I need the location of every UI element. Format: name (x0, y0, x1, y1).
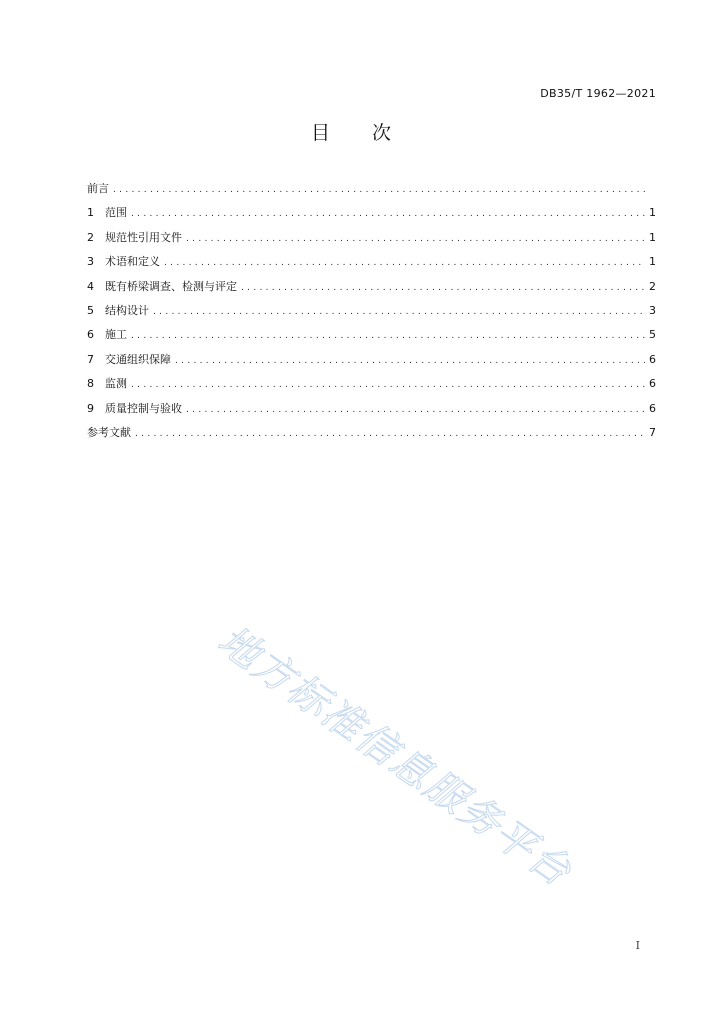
toc-entry[interactable] (87, 205, 656, 229)
toc-entry[interactable] (87, 425, 656, 449)
toc-entry-title: 交通组织保障 (105, 352, 171, 366)
toc-entry-page: 6 (649, 352, 656, 366)
toc-dot-leader (131, 377, 645, 393)
toc-entry-page: 2 (649, 279, 656, 293)
toc-dot-leader (241, 280, 645, 296)
toc-entry-number: 8 (87, 377, 94, 391)
toc-entry-page: 1 (649, 206, 656, 220)
toc-entry-title: 施工 (105, 328, 127, 342)
toc-entry-title: 结构设计 (105, 303, 149, 317)
page-title: 目次 (310, 122, 433, 144)
toc-entry-title: 前言 (87, 182, 109, 195)
toc-entry-page: 6 (649, 401, 656, 415)
toc-entry-number: 9 (87, 401, 94, 415)
toc-entry-number: 6 (87, 328, 94, 342)
toc-entry-page: 1 (649, 255, 656, 269)
toc-entry-title: 既有桥梁调查、检测与评定 (105, 279, 237, 293)
toc-entry[interactable] (87, 303, 656, 327)
toc-entry-title: 术语和定义 (105, 255, 160, 269)
watermark: 地方标准信息服务平台 (209, 617, 580, 896)
toc-dot-leader (186, 402, 645, 418)
toc-dot-leader (153, 304, 645, 320)
toc-dot-leader (135, 426, 645, 442)
toc-entry[interactable] (87, 401, 656, 425)
toc-entry-title: 质量控制与验收 (105, 401, 182, 415)
toc-entry[interactable] (87, 376, 656, 400)
toc-entry-number: 1 (87, 206, 94, 220)
toc-dot-leader (113, 182, 648, 198)
toc-entry-page: 3 (649, 303, 656, 317)
toc-entry[interactable] (87, 181, 656, 205)
toc-entry-number: 2 (87, 230, 94, 244)
toc-entry-title: 监测 (105, 377, 127, 391)
toc-entry-title: 规范性引用文件 (105, 230, 182, 244)
toc-entry-page: 1 (649, 230, 656, 244)
toc-entry-title: 参考文献 (87, 425, 131, 439)
toc-entry-page: 6 (649, 377, 656, 391)
toc-entry-number: 4 (87, 279, 94, 293)
table-of-contents (87, 181, 656, 449)
toc-entry-number: 3 (87, 255, 94, 269)
toc-entry-number: 7 (87, 352, 94, 366)
toc-entry[interactable] (87, 279, 656, 303)
toc-dot-leader (186, 231, 645, 247)
toc-entry-page: 5 (649, 328, 656, 342)
toc-entry-title: 范围 (105, 206, 127, 220)
toc-dot-leader (131, 206, 645, 222)
toc-entry-number: 5 (87, 303, 94, 317)
toc-entry[interactable] (87, 352, 656, 376)
toc-dot-leader (175, 353, 645, 369)
toc-dot-leader (164, 255, 645, 271)
toc-entry-page: 7 (649, 425, 656, 439)
toc-entry[interactable] (87, 230, 656, 254)
page-number: I (635, 939, 640, 952)
toc-entry[interactable] (87, 254, 656, 278)
document-code: DB35/T 1962—2021 (540, 87, 656, 100)
toc-dot-leader (131, 328, 645, 344)
toc-entry[interactable] (87, 327, 656, 351)
